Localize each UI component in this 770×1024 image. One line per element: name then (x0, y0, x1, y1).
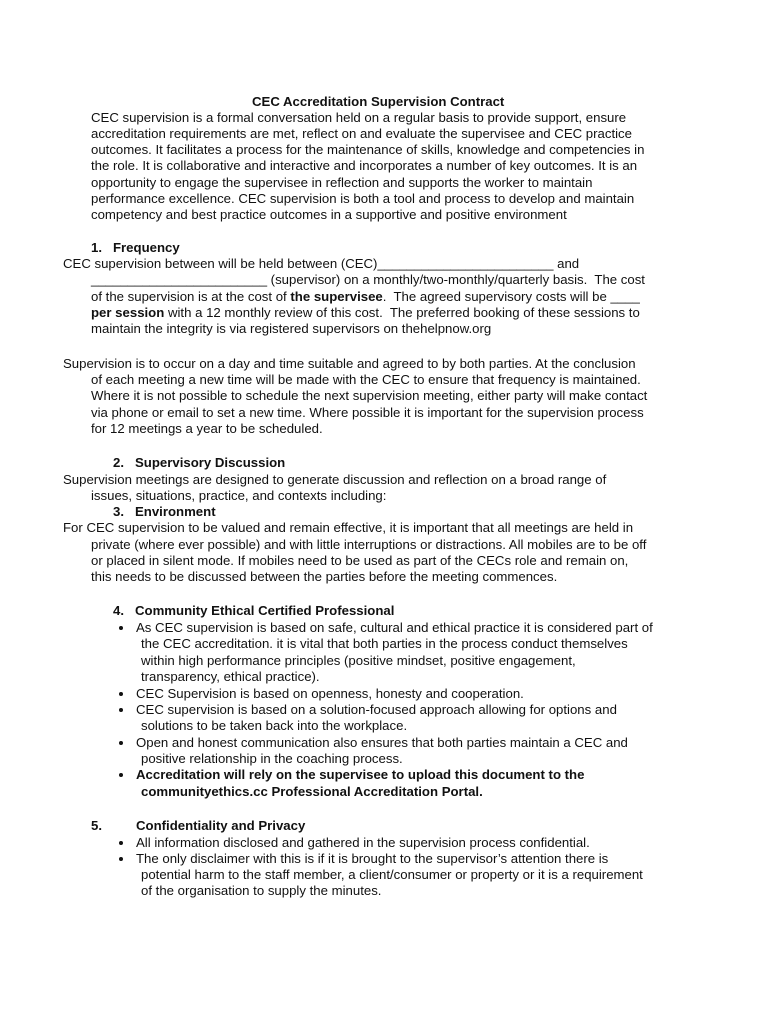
bullet-icon (119, 741, 123, 745)
section-heading-discussion: 2. Supervisory Discussion (113, 455, 286, 470)
list-item-cont: of the organisation to supply the minutes. (141, 883, 382, 898)
frequency-line: ________________________ (supervisor) on a monthly/two-monthly/quarterly basis. The cost (91, 272, 645, 287)
intro-line: outcomes. It facilitates a process for the maintenance of skills, knowledge and competencies in (91, 142, 645, 157)
intro-line: accreditation requirements are met, reflect on and evaluate the supervisee and CEC practice (91, 126, 632, 141)
section-heading-cecp: 4. Community Ethical Certified Professional (113, 603, 395, 618)
bullet-icon (119, 708, 123, 712)
frequency-bold-per-session: per session (91, 305, 165, 320)
environment-line: or placed in silent mode. If mobiles need to be used as part of the CECs role and remain on, (91, 553, 629, 568)
frequency-line: CEC supervision between will be held between (CEC)________________________ and (63, 256, 580, 271)
discussion-line: Supervision meetings are designed to generate discussion and reflection on a broad range of (63, 472, 607, 487)
list-item-bold: Accreditation will rely on the supervisee to upload this document to the (136, 767, 585, 782)
list-item-cont: positive relationship in the coaching process. (141, 751, 403, 766)
intro-line: performance excellence. CEC supervision is both a tool and process to develop and maintain (91, 191, 635, 206)
list-item: Open and honest communication also ensures that both parties maintain a CEC and (136, 735, 628, 750)
list-item: The only disclaimer with this is if it is brought to the supervisor’s attention there is (136, 851, 609, 866)
schedule-line: Where it is not possible to schedule the next supervision meeting, either party will make contact (91, 388, 648, 403)
schedule-line: via phone or email to set a new time. Where possible it is important for the supervision process (91, 405, 644, 420)
bullet-icon (119, 773, 123, 777)
environment-line: For CEC supervision to be valued and remain effective, it is important that all meetings are held in (63, 520, 634, 535)
list-item: CEC Supervision is based on openness, honesty and cooperation. (136, 686, 524, 701)
bullet-icon (119, 692, 123, 696)
schedule-line: for 12 meetings a year to be scheduled. (91, 421, 323, 436)
bullet-icon (119, 841, 123, 845)
list-item-cont: the CEC accreditation. it is vital that both parties in the process conduct themselves (141, 636, 628, 651)
discussion-line: issues, situations, practice, and contexts including: (91, 488, 387, 503)
section-number-confidentiality: 5. (91, 818, 102, 833)
frequency-text: . The agreed supervisory costs will be ____ (382, 289, 640, 304)
section-heading-frequency: 1. Frequency (91, 240, 180, 255)
environment-line: this needs to be discussed between the parties before the meeting commences. (91, 569, 558, 584)
frequency-text: with a 12 monthly review of this cost. The preferred booking of these sessions to (164, 305, 640, 320)
list-item: As CEC supervision is based on safe, cultural and ethical practice it is considered part of (136, 620, 653, 635)
intro-line: the role. It is collaborative and interactive and incorporates a number of key outcomes. It is an (91, 158, 638, 173)
list-item-cont: solutions to be taken back into the workplace. (141, 718, 408, 733)
frequency-line (91, 289, 640, 305)
list-item-cont: transparency, ethical practice). (141, 669, 320, 684)
frequency-text: of the supervision is at the cost of (91, 289, 291, 304)
frequency-line: maintain the integrity is via registered supervisors on thehelpnow.org (91, 321, 492, 336)
list-item: All information disclosed and gathered in the supervision process confidential. (136, 835, 590, 850)
environment-line: private (where ever possible) and with little interruptions or distractions. All mobiles are to be off (91, 537, 647, 552)
intro-line: opportunity to engage the supervisee in reflection and supports the worker to maintain (91, 175, 593, 190)
intro-line: CEC supervision is a formal conversation held on a regular basis to provide support, ensure (91, 110, 627, 125)
intro-line: competency and best practice outcomes in a supportive and positive environment (91, 207, 567, 222)
list-item-cont: within high performance principles (positive mindset, positive engagement, (141, 653, 576, 668)
frequency-line (91, 305, 640, 321)
bullet-icon (119, 857, 123, 861)
list-item: CEC supervision is based on a solution-focused approach allowing for options and (136, 702, 617, 717)
bullet-icon (119, 626, 123, 630)
section-heading-confidentiality: Confidentiality and Privacy (136, 818, 306, 833)
list-item-cont: potential harm to the staff member, a client/consumer or property or it is a requirement (141, 867, 643, 882)
section-heading-environment: 3. Environment (113, 504, 216, 519)
page-title: CEC Accreditation Supervision Contract (252, 94, 505, 109)
schedule-line: of each meeting a new time will be made with the CEC to ensure that frequency is maintained. (91, 372, 641, 387)
schedule-line: Supervision is to occur on a day and time suitable and agreed to by both parties. At the conclusion (63, 356, 636, 371)
frequency-bold-supervisee: the supervisee (290, 289, 383, 304)
list-item-bold-cont: communityethics.cc Professional Accreditation Portal. (141, 784, 483, 799)
